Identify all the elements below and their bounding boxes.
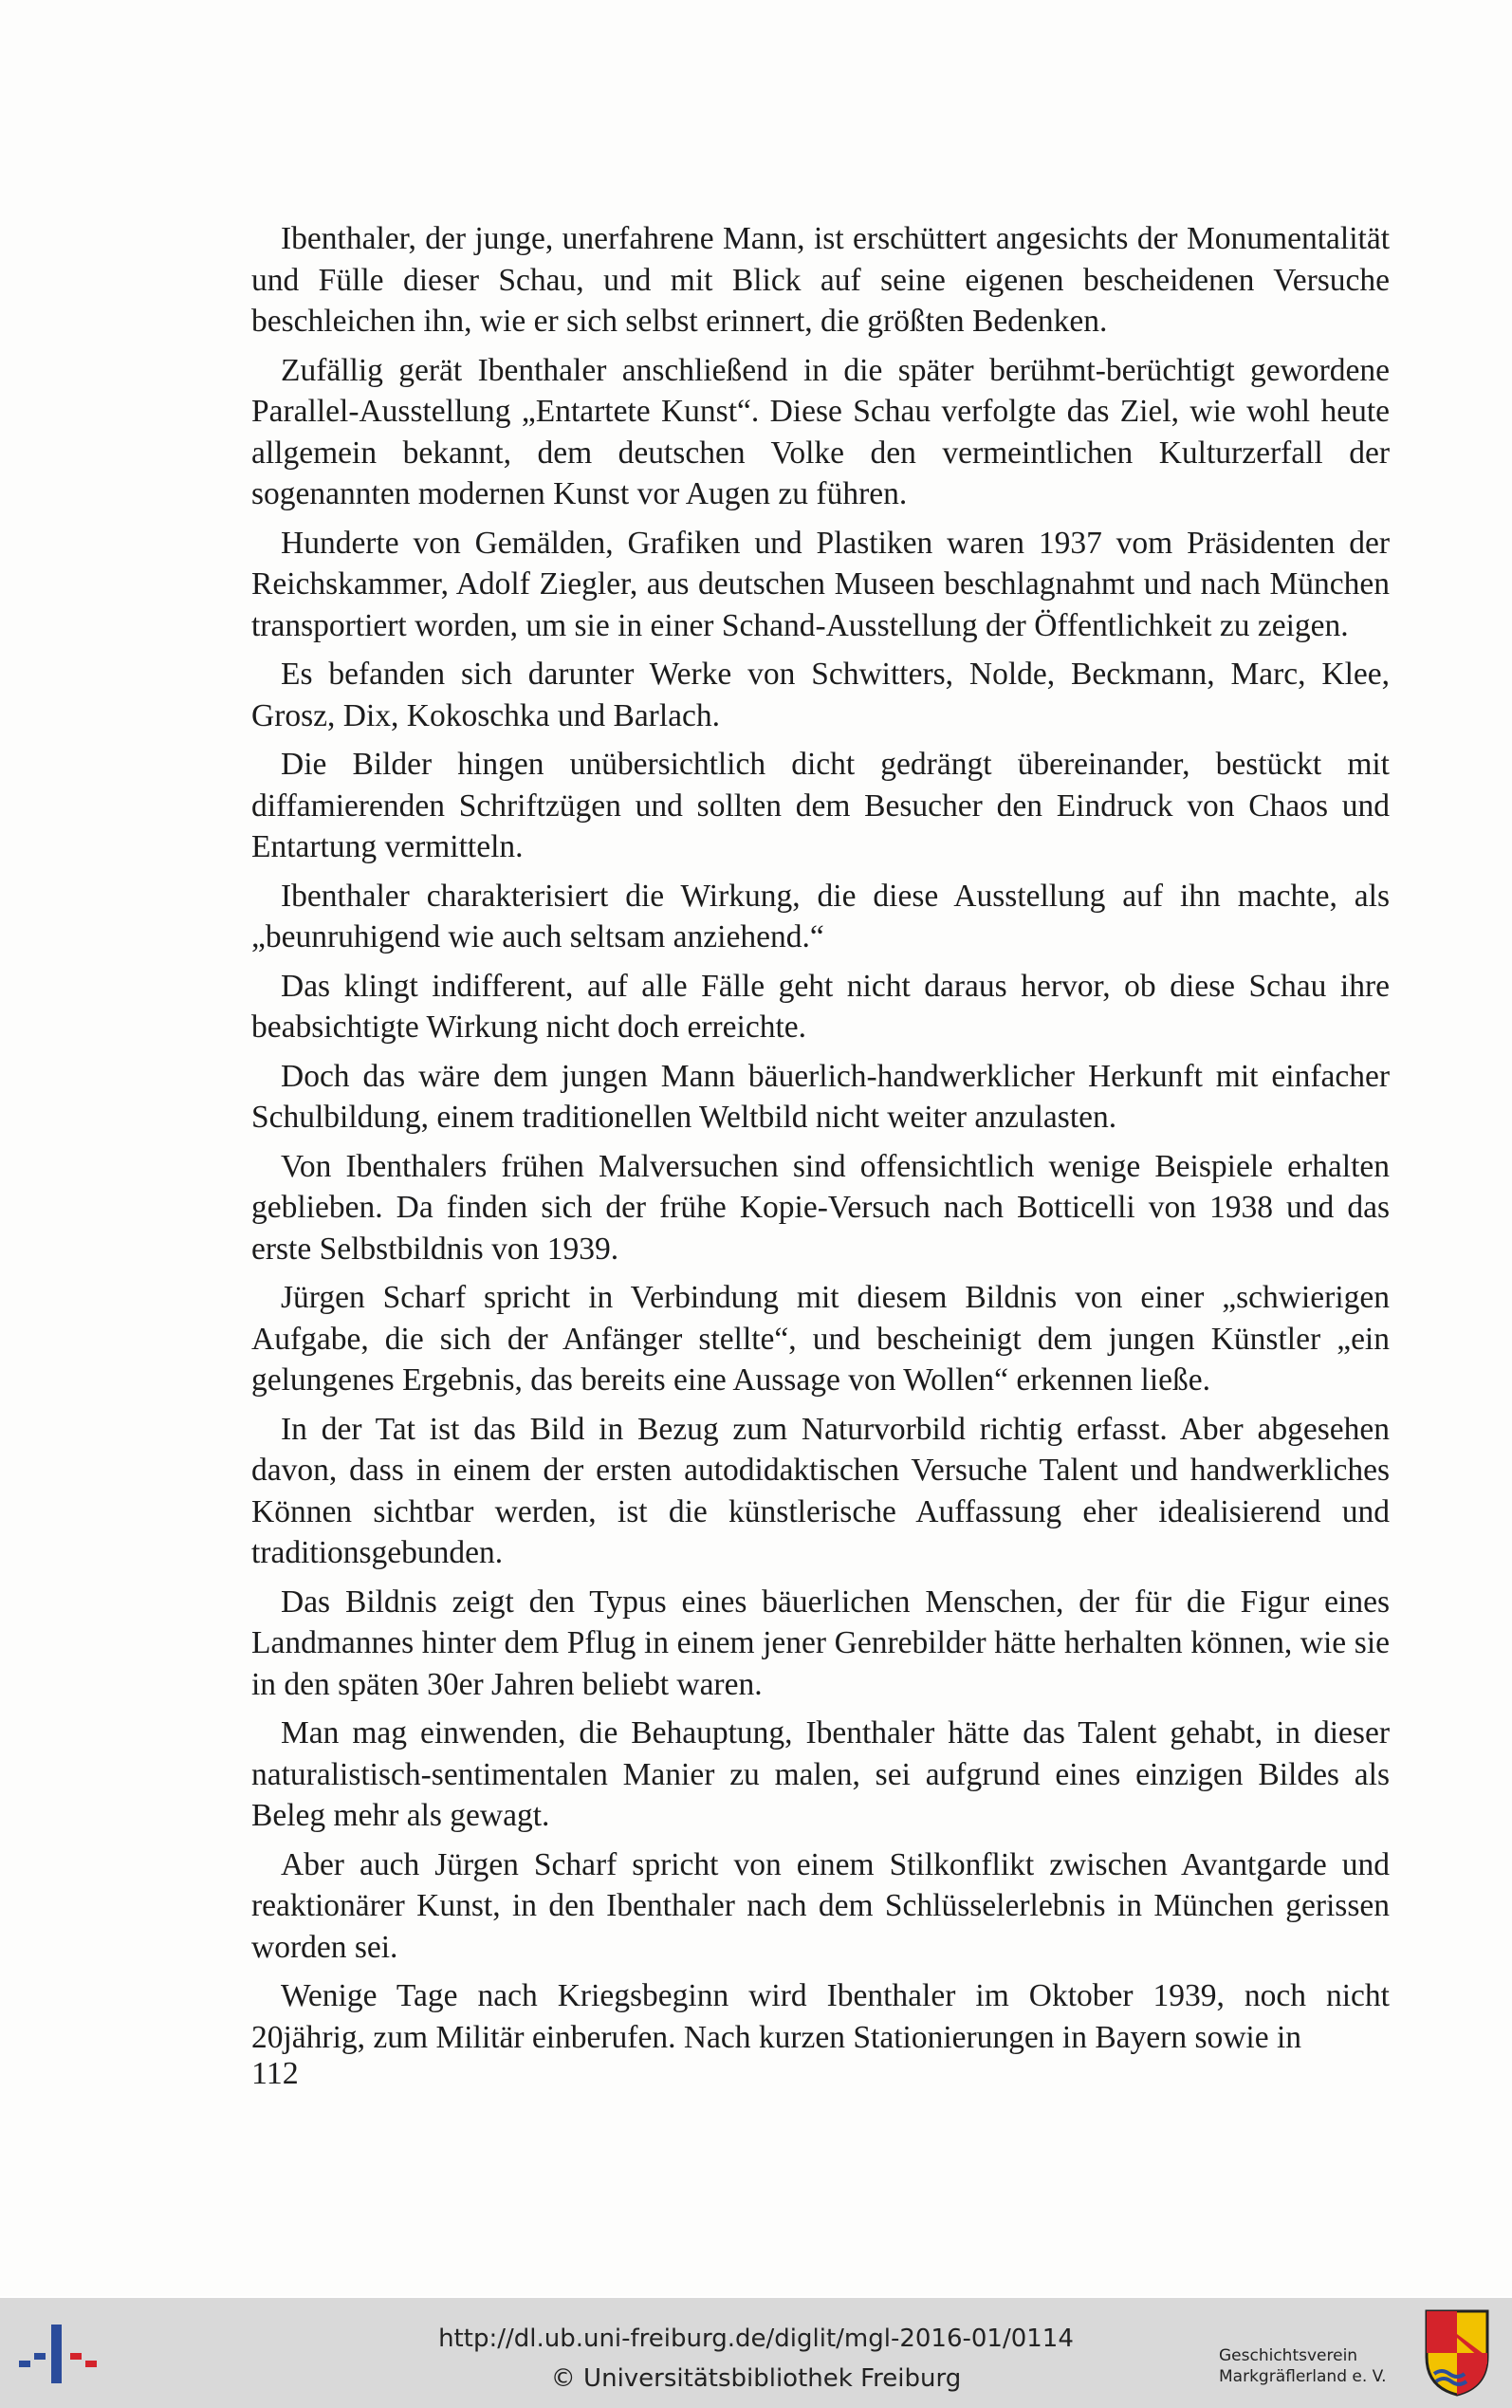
paragraph: Ibenthaler, der junge, unerfahrene Mann, ist erschüttert angesichts der Monumentalität und Fülle dieser Schau, und mit Blick auf seine eigenen bescheidenen Versuche beschleichen ihn, wie er sich selbst erinnert, die größten Bedenken. <box>251 221 1390 339</box>
society-line2: Markgräflerland e. V. <box>1219 2367 1387 2386</box>
paragraph: Jürgen Scharf spricht in Verbindung mit diesem Bildnis von einer „schwierigen Aufgabe, die sich der Anfänger stellte“, und bescheinigt dem jungen Künstler „ein gelungenes Ergebnis, das bereits eine Aussage von Wollen“ erkennen ließe. <box>251 1280 1390 1398</box>
paragraph: Das Bildnis zeigt den Typus eines bäuerlichen Menschen, der für die Figur eines Landmannes hinter dem Pflug in einem jener Genrebilder hätte herhalten können, wie sie in den späten 30er Jahren beliebt waren. <box>251 1584 1390 1702</box>
paragraph: Das klingt indifferent, auf alle Fälle geht nicht daraus hervor, ob diese Schau ihre beabsichtigte Wirkung nicht doch erreichte. <box>251 968 1390 1045</box>
paragraph: Doch das wäre dem jungen Mann bäuerlich-handwerklicher Herkunft mit einfacher Schulbildung, einem traditionellen Weltbild nicht weiter anzulasten. <box>251 1058 1390 1135</box>
paragraph: Es befanden sich darunter Werke von Schwitters, Nolde, Beckmann, Marc, Klee, Grosz, Dix, Kokoschka und Barlach. <box>251 657 1390 733</box>
paragraph: Von Ibenthalers frühen Malversuchen sind offensichtlich wenige Beispiele erhalten geblieben. Da finden sich der frühe Kopie-Versuch nach Botticelli von 1938 und das erste Selbstbildnis von 1939. <box>251 1148 1390 1267</box>
society-line1: Geschichtsverein <box>1219 2346 1358 2365</box>
paragraph: Hunderte von Gemälden, Grafiken und Plastiken waren 1937 vom Präsidenten der Reichskammer, Adolf Ziegler, aus deutschen Museen beschlagnahmt und nach München transportiert worden, um sie in einer Schand-Ausstellung der Öffentlichkeit zu zeigen. <box>251 525 1390 643</box>
page-number: 112 <box>251 2056 299 2091</box>
footer-bar <box>0 2298 1512 2408</box>
paragraph: Wenige Tage nach Kriegsbeginn wird Ibenthaler im Oktober 1939, noch nicht 20jährig, zum Militär einberufen. Nach kurzen Stationierungen in Bayern sowie in <box>251 1978 1390 2055</box>
crest-icon <box>1423 2307 1491 2399</box>
paragraph: Zufällig gerät Ibenthaler anschließend in die später berühmt-berüchtigt gewordene Parallel-Ausstellung „Entartete Kunst“. Diese Schau verfolgte das Ziel, wie wohl heute allgemein bekannt, dem deutschen Volke den vermeintlichen Kulturzerfall der sogenannten modernen Kunst vor Augen zu führen. <box>251 352 1390 511</box>
ub-freiburg-logo-icon <box>15 2315 101 2391</box>
paragraph: Man mag einwenden, die Behauptung, Ibenthaler hätte das Talent gehabt, in dieser naturalistisch-sentimentalen Manier zu malen, sei aufgrund eines einzigen Bildes als Beleg mehr als gewagt. <box>251 1715 1390 1833</box>
society-name <box>1219 2345 1387 2387</box>
paragraph: In der Tat ist das Bild in Bezug zum Naturvorbild richtig erfasst. Aber abgesehen davon, dass in einem der ersten autodidaktischen Versuche Talent und handwerkliches Können sichtbar werden, ist die künstlerische Auffassung eher idealisierend und traditionsgebunden. <box>251 1411 1390 1570</box>
footer-copyright: © Universitätsbibliothek Freiburg <box>550 2364 962 2393</box>
paragraph: Ibenthaler charakterisiert die Wirkung, die diese Ausstellung auf ihn machte, als „beunruhigend wie auch seltsam anziehend.“ <box>251 878 1390 954</box>
paragraph: Die Bilder hingen unübersichtlich dicht gedrängt übereinander, bestückt mit diffamierenden Schriftzügen und sollten dem Besucher den Eindruck von Chaos und Entartung vermitteln. <box>251 747 1390 864</box>
body-text <box>251 218 1390 2065</box>
paragraph: Aber auch Jürgen Scharf spricht von einem Stilkonflikt zwischen Avantgarde und reaktionärer Kunst, in den Ibenthaler nach dem Schlüsselerlebnis in München gerissen worden sei. <box>251 1846 1390 1965</box>
footer-url-link[interactable]: http://dl.ub.uni-freiburg.de/diglit/mgl-2016-01/0114 <box>438 2325 1074 2353</box>
